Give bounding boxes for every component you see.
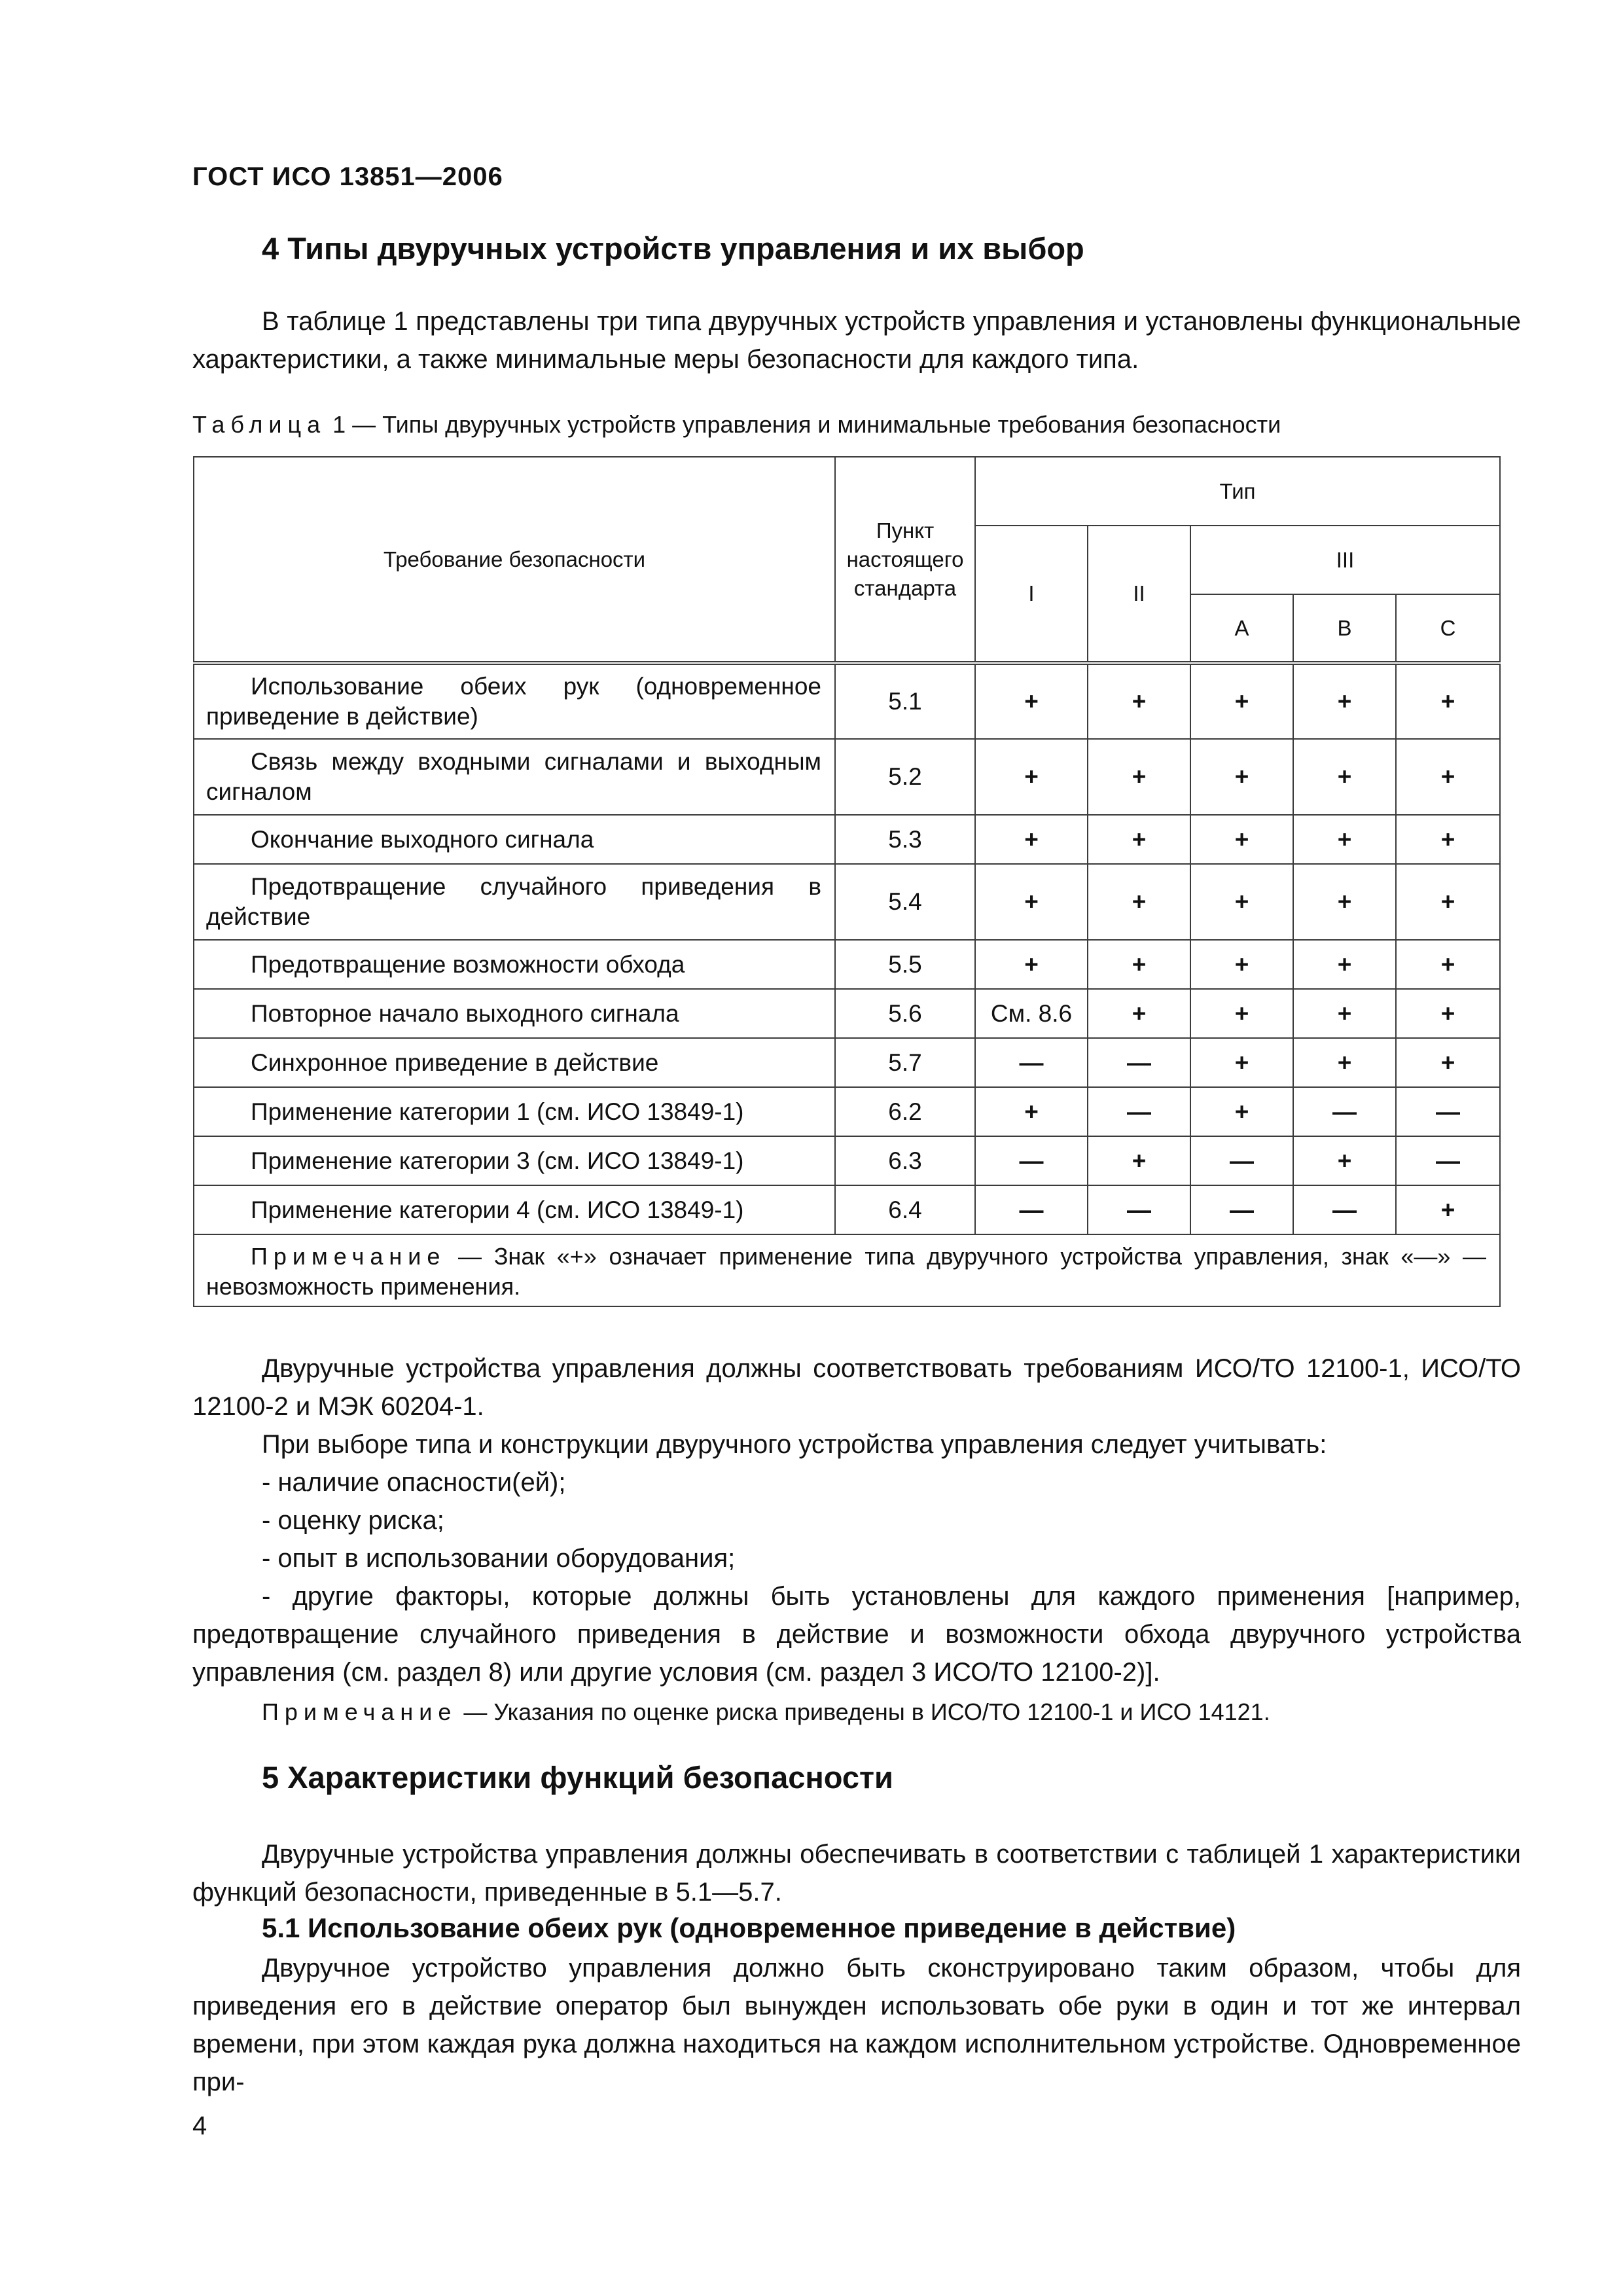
type-A-cell: + [1190,739,1293,815]
clause-cell: 5.7 [835,1038,975,1087]
type-I-cell: + [975,739,1088,815]
table-row [194,1038,1500,1087]
type-B-cell: + [1293,1038,1396,1087]
requirement-cell: Синхронное приведение в действие [194,1038,835,1087]
type-II-cell: + [1088,940,1190,989]
type-A-cell: + [1190,815,1293,864]
type-B-cell: + [1293,864,1396,940]
section-4-intro: В таблице 1 представлены три типа двуручных устройств управления и установлены функциональные характеристики, а также минимальные меры безопасности для каждого типа. [192,307,1521,374]
type-B-cell: + [1293,1136,1396,1185]
section-4-title: 4 Типы двуручных устройств управления и их выбор [262,231,1084,266]
table-row [194,1136,1500,1185]
table-row [194,864,1500,940]
table-note [194,1234,1500,1306]
type-II-cell: + [1088,864,1190,940]
requirement-cell: Предотвращение возможности обхода [194,940,835,989]
clause-cell: 5.2 [835,739,975,815]
type-C-cell: + [1396,1185,1500,1234]
type-I-cell: — [975,1038,1088,1087]
subsection-5-1-title: 5.1 Использование обеих рук (одновременное приведение в действие) [262,1912,1236,1943]
type-C-cell: + [1396,739,1500,815]
type-II-cell: + [1088,739,1190,815]
after-table-paragraph-2: При выборе типа и конструкции двуручного устройства управления следует учитывать: [262,1430,1327,1459]
clause-cell: 6.2 [835,1087,975,1136]
bullet-list-item: - опыт в использовании оборудования; [262,1544,736,1573]
clause-cell: 5.6 [835,989,975,1038]
clause-cell: 5.4 [835,864,975,940]
requirement-cell: Предотвращение случайного приведения в действие [194,864,835,940]
type-I-cell: См. 8.6 [975,989,1088,1038]
header-sub-B: B [1293,594,1396,663]
type-A-cell: + [1190,663,1293,739]
table-caption [192,411,1281,439]
clause-cell: 6.3 [835,1136,975,1185]
type-I-cell: — [975,1136,1088,1185]
section-5-title: 5 Характеристики функций безопасности [262,1760,893,1795]
requirements-table [193,456,1501,1307]
risk-note-label: Примечание [262,1698,457,1725]
type-B-cell: + [1293,663,1396,739]
requirement-cell: Применение категории 4 (см. ИСО 13849-1) [194,1185,835,1234]
clause-cell: 5.5 [835,940,975,989]
table-row [194,940,1500,989]
table-row [194,1087,1500,1136]
page-number: 4 [192,2111,207,2140]
type-B-cell: + [1293,989,1396,1038]
type-I-cell: — [975,1185,1088,1234]
requirement-cell: Повторное начало выходного сигнала [194,989,835,1038]
type-C-cell: + [1396,864,1500,940]
standard-id-header: ГОСТ ИСО 13851—2006 [192,162,503,191]
type-A-cell: + [1190,940,1293,989]
type-A-cell: — [1190,1136,1293,1185]
table-row [194,663,1500,739]
type-C-cell: + [1396,989,1500,1038]
requirement-cell: Связь между входными сигналами и выходным сигналом [194,739,835,815]
type-II-cell: — [1088,1038,1190,1087]
type-C-cell: — [1396,1087,1500,1136]
type-I-cell: + [975,864,1088,940]
clause-cell: 5.3 [835,815,975,864]
table-row [194,739,1500,815]
type-B-cell: — [1293,1087,1396,1136]
type-B-cell: + [1293,739,1396,815]
type-B-cell: + [1293,940,1396,989]
after-table-paragraph-1: Двуручные устройства управления должны соответствовать требованиям ИСО/ТО 12100-1, ИСО/ТО 12100-2 и МЭК 60204-1. [192,1354,1521,1421]
type-I-cell: + [975,663,1088,739]
type-C-cell: + [1396,663,1500,739]
table-note-label: Примечание [251,1243,446,1270]
type-B-cell: + [1293,815,1396,864]
type-A-cell: + [1190,1038,1293,1087]
risk-note [262,1693,1521,1731]
header-requirement: Требование безопасности [194,457,835,663]
table-note-text: — Знак «+» означает применение типа двуручного устройства управления, знак «—» — невозможность применения. [206,1243,1487,1300]
type-B-cell: — [1293,1185,1396,1234]
requirement-cell: Использование обеих рук (одновременное приведение в действие) [194,663,835,739]
table-row [194,989,1500,1038]
header-type: Тип [975,457,1500,526]
table-row [194,815,1500,864]
clause-cell: 5.1 [835,663,975,739]
type-II-cell: + [1088,1136,1190,1185]
header-sub-C: C [1396,594,1500,663]
requirement-cell: Применение категории 1 (см. ИСО 13849-1) [194,1087,835,1136]
type-II-cell: + [1088,663,1190,739]
type-II-cell: + [1088,815,1190,864]
bullet-list-item: - наличие опасности(ей); [262,1468,566,1497]
type-A-cell: + [1190,864,1293,940]
header-type-III: III [1190,526,1500,594]
clause-cell: 6.4 [835,1185,975,1234]
header-type-I: I [975,526,1088,663]
type-A-cell: + [1190,1087,1293,1136]
type-II-cell: + [1088,989,1190,1038]
table-caption-text: 1 — Типы двуручных устройств управления и минимальные требования безопасности [326,411,1281,438]
type-I-cell: + [975,1087,1088,1136]
risk-note-text: — Указания по оценке риска приведены в ИСО/ТО 12100-1 и ИСО 14121. [457,1698,1270,1725]
requirement-cell: Окончание выходного сигнала [194,815,835,864]
bullet-list-item: - оценку риска; [262,1506,444,1535]
type-C-cell: + [1396,1038,1500,1087]
type-II-cell: — [1088,1087,1190,1136]
type-C-cell: — [1396,1136,1500,1185]
bullet-list-item: - другие факторы, которые должны быть установлены для каждого применения [например, предотвращение случайного приведения в действие и возможности обхода двуручного устройства управления (см. раздел 8) или другие условия (см. раздел 3 ИСО/ТО 12100-2)]. [192,1582,1521,1687]
type-I-cell: + [975,815,1088,864]
type-II-cell: — [1088,1185,1190,1234]
section-5-intro: Двуручные устройства управления должны обеспечивать в соответствии с таблицей 1 характеристики функций безопасности, приведенные в 5.1—5.7. [192,1840,1521,1907]
header-clause: Пункт настоящего стандарта [835,457,975,663]
type-I-cell: + [975,940,1088,989]
header-type-II: II [1088,526,1190,663]
requirement-cell: Применение категории 3 (см. ИСО 13849-1) [194,1136,835,1185]
type-C-cell: + [1396,815,1500,864]
table-row [194,1185,1500,1234]
subsection-5-1-text: Двуручное устройство управления должно быть сконструировано таким образом, чтобы для приведения его в действие оператор был вынужден использовать обе руки в один и тот же интервал времени, при этом каждая рука должна находиться на каждом исполнительном устройстве. Одновременное при- [192,1954,1521,2096]
header-sub-A: A [1190,594,1293,663]
type-A-cell: + [1190,989,1293,1038]
type-C-cell: + [1396,940,1500,989]
table-caption-label: Таблица [192,411,327,438]
type-A-cell: — [1190,1185,1293,1234]
